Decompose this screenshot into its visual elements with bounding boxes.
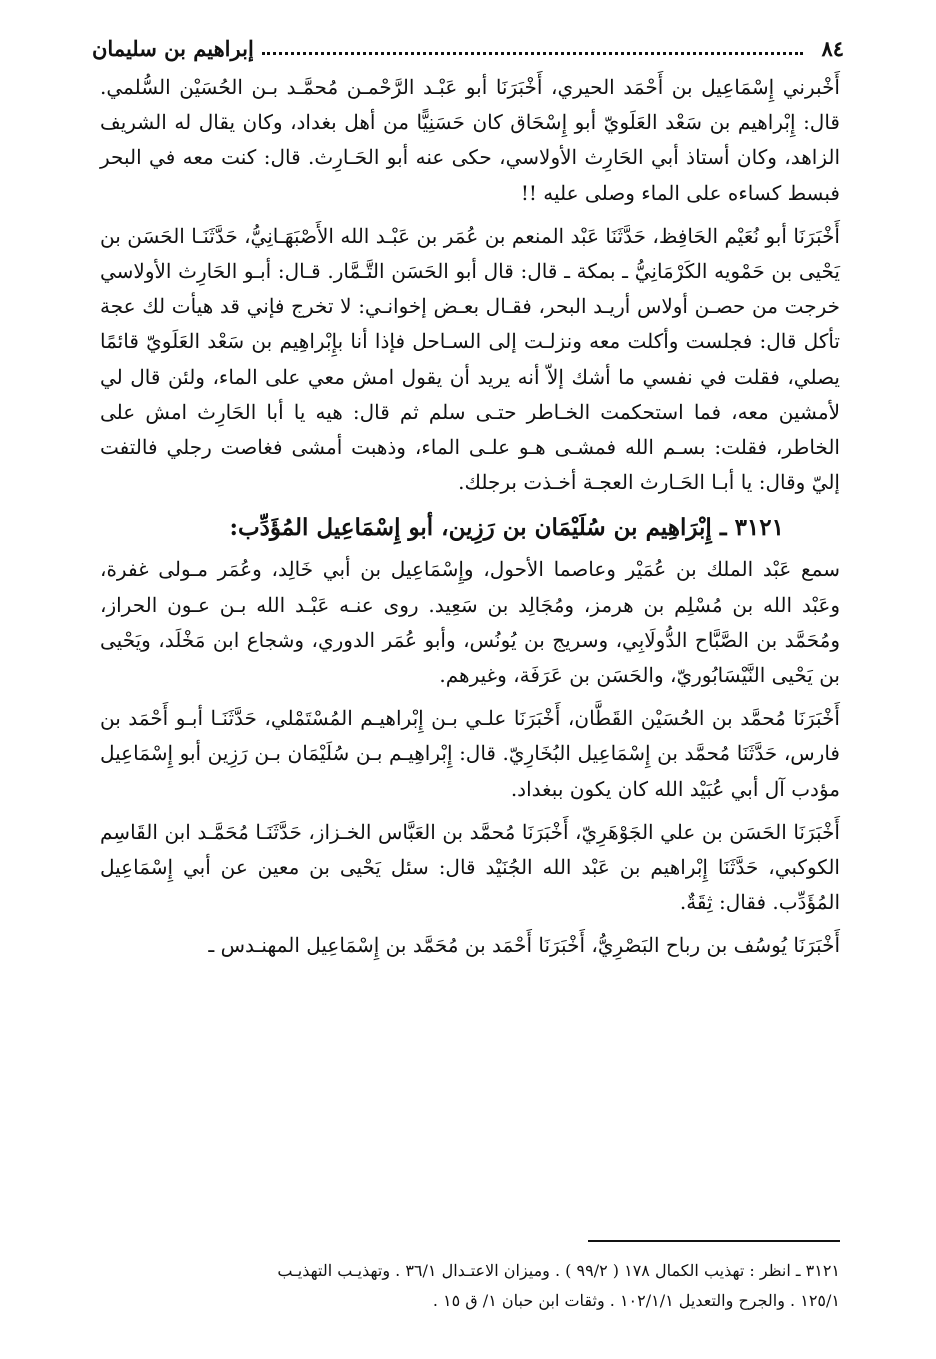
page-header [92, 28, 844, 68]
footnote-line: ٣١٢١ ـ انظر : تهذيب الكمال ١٧٨ ( ٩٩/٢ ) . وميزان الاعتـدال ٣٦/١ . وتهذيـب التهذيـب [277, 1261, 840, 1280]
paragraph: أَخْبَرَنَا أبو نُعَيْم الحَافِظ، حَدَّثَنَا عَبْد المنعم بن عُمَر بن عَبْـد الله الأَصْبَهَـانِيُّ، حَدَّثَنَـا الحَسَن بن يَحْيى بن حَمْويه الكَرْمَانِيُّ ـ بمكة ـ قال: قال أبو الحَسَن التَّـمَّار. قـال: أبـو الحَارِث الأولاسي خرجت من حصـن أولاس أريـد البحر، فقـال بعـض إخوانـي: لا تخرج فإني قد هيأت لك عجة تأكل قال: فجلست وأكلت معه ونزلـت إلى السـاحل فإذا أنا بإِبْراهِيم بن سَعْد العَلَويّ قائمًا يصلي، فقلت في نفسي ما أشك إلاّ أنه يريد أن يقول امش معي على الماء، ولئن قال لي لأمشين معه، فما استحكمت الخـاطر حتـى سلم ثم قال: هيه يا أبا الحَارِث امش على الخاطر، فقلت: بسـم الله فمشـى هـو علـى الماء، وذهبت أمشى فغاصت رجلي فالتفت إليّ وقال: يا أبـا الحَـارث العجـة أخـذت برجلك. [100, 223, 840, 495]
entry-paragraph: أَخْبَرَنَا مُحمَّد بن الحُسَيْن القَطَّان، أَخْبَرَنَا علـي بـن إِبْراهيـم المُسْتَمْلي، حَدَّثَنَـا أبـو أَحْمَد بن فارس، حَدَّثَنَا مُحمَّد بن إِسْمَاعِيل البُخَارِيّ. قال: إِبْراهِيـم بـن سُلَيْمَان بـن رَزِين أبو إِسْمَاعِيل مؤدب آل أبي عُبَيْد الله كان يكون ببغداد. [100, 706, 840, 801]
entry-paragraph: سمع عَبْد الملك بن عُمَيْر وعاصما الأحول، وإِسْمَاعِيل بن أبي خَالِد، وعُمَر مـولى غفرة، وعَبْد الله بن مُسْلِم بن هرمز، ومُجَالِد بن سَعِيد. روى عنـه عَبْـد الله بـن عـون الحراز، ومُحَمَّد بن الصَّبَّاح الدُّولَابِي، وسريج بن يُونُس، وأبو عُمَر الدوري، وشجاع ابن مَخْلَد، ويَحْيى بن يَحْيى النَّيْسَابُوريّ، والحَسَن بن عَرَفَة، وغيرهم. [100, 557, 840, 688]
paragraph: أَخْبرني إِسْمَاعِيل بن أَحْمَد الحيري، أَخْبَرَنَا أبو عَبْـد الرَّحْمـن مُحمَّـد بـن الحُسَيْن السُّلمي. قال: إِبْراهيم بن سَعْد العَلَويّ أبو إِسْحَاق كان حَسَنِيًّا من أهل بغداد، وكان يقال له الشريف الزاهد، وكان أستاذ أبي الحَارِث الأولاسي، حكى عنه أبو الحَـارِث. قال: كنت معه في البحر فبسط كساءه على الماء وصلى عليه !! [100, 75, 840, 205]
entry-heading: ٣١٢١ ـ إِبْرَاهِيم بن سُلَيْمَان بن رَزِين، أبو إِسْمَاعِيل المُؤَدِّب: [229, 514, 784, 542]
running-title: إبراهيم بن سليمان [92, 35, 254, 61]
footnote-line: ١٢٥/١ . والجرح والتعديل ١٠٢/١/١ . وثقات ابن حبان ١/ ق ١٥ . [432, 1291, 840, 1310]
footnote-divider [588, 1240, 840, 1242]
footnote [100, 1256, 840, 1316]
header-dotted-leader [262, 52, 804, 55]
entry-paragraph: أَخْبَرَنَا الحَسَن بن علي الجَوْهَرِيّ، أَخْبَرَنَا مُحمَّد بن العَبَّاس الخـزاز، حَدَّثَنَـا مُحَمَّـد ابن القَاسِم الكوكبي، حَدَّثَنَا إِبْراهيم بن عَبْد الله الجُنَيْد قال: سئل يَحْيى بن معين عن أبي إِسْمَاعِيل المُؤَدِّب. فقال: ثِقَةٌ. [100, 819, 840, 915]
main-text [100, 70, 840, 972]
page-number: ٨٤ [821, 35, 844, 61]
entry-paragraph: أَخْبَرَنَا يُوسُف بن رباح البَصْرِيُّ، أَخْبَرَنَا أَحْمَد بن مُحَمَّد بن إِسْمَاعِيل المهنـدس ـ [208, 933, 840, 958]
